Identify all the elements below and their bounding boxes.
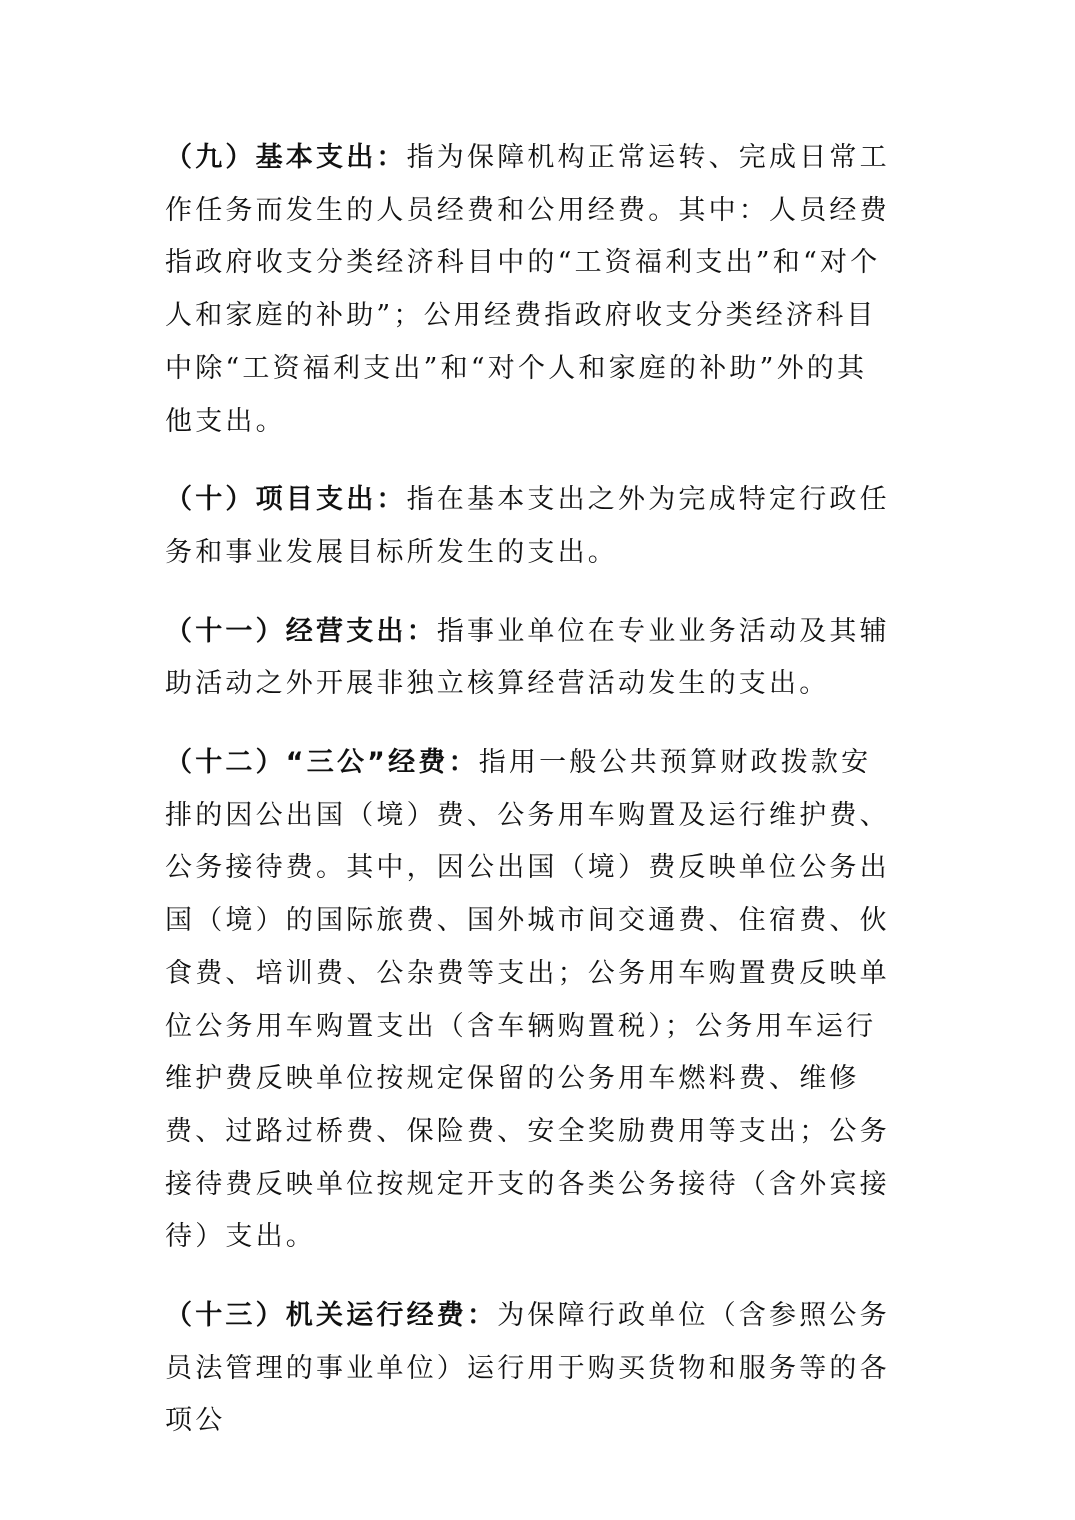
document-body — [165, 132, 895, 1474]
section-9 — [165, 132, 895, 448]
section-13 — [165, 1290, 895, 1448]
section-text: 指用一般公共预算财政拨款安排的因公出国（境）费、公务用车购置及运行维护费、公务接待费。其中，因公出国（境）费反映单位公务出国（境）的国际旅费、国外城市间交通费、住宿费、伙食费、培训费、公杂费等支出；公务用车购置费反映单位公务用车购置支出（含车辆购置税）；公务用车运行维护费反映单位按规定保留的公务用车燃料费、维修费、过路过桥费、保险费、安全奖励费用等支出；公务接待费反映单位按规定开支的各类公务接待（含外宾接待）支出。 — [165, 747, 890, 1253]
section-term: （十二）“三公”经费： — [165, 747, 479, 779]
section-10 — [165, 474, 895, 579]
section-term: （十一）经营支出： — [165, 615, 437, 647]
section-term: （十）项目支出： — [165, 484, 407, 516]
section-text: 指为保障机构正常运转、完成日常工作任务而发生的人员经费和公用经费。其中：人员经费指政府收支分类经济科目中的“工资福利支出”和“对个人和家庭的补助”；公用经费指政府收支分类经济科目中除“工资福利支出”和“对个人和家庭的补助”外的其他支出。 — [165, 142, 890, 437]
section-term: （九）基本支出： — [165, 142, 407, 173]
section-text: 为保障行政单位（含参照公务员法管理的事业单位）运行用于购买货物和服务等的各项公 — [165, 1300, 890, 1437]
section-11 — [165, 606, 895, 711]
section-text: 指在基本支出之外为完成特定行政任务和事业发展目标所发生的支出。 — [165, 484, 890, 568]
section-12 — [165, 737, 895, 1264]
section-text: 指事业单位在专业业务活动及其辅助活动之外开展非独立核算经营活动发生的支出。 — [165, 615, 890, 700]
section-term: （十三）机关运行经费： — [165, 1300, 498, 1332]
